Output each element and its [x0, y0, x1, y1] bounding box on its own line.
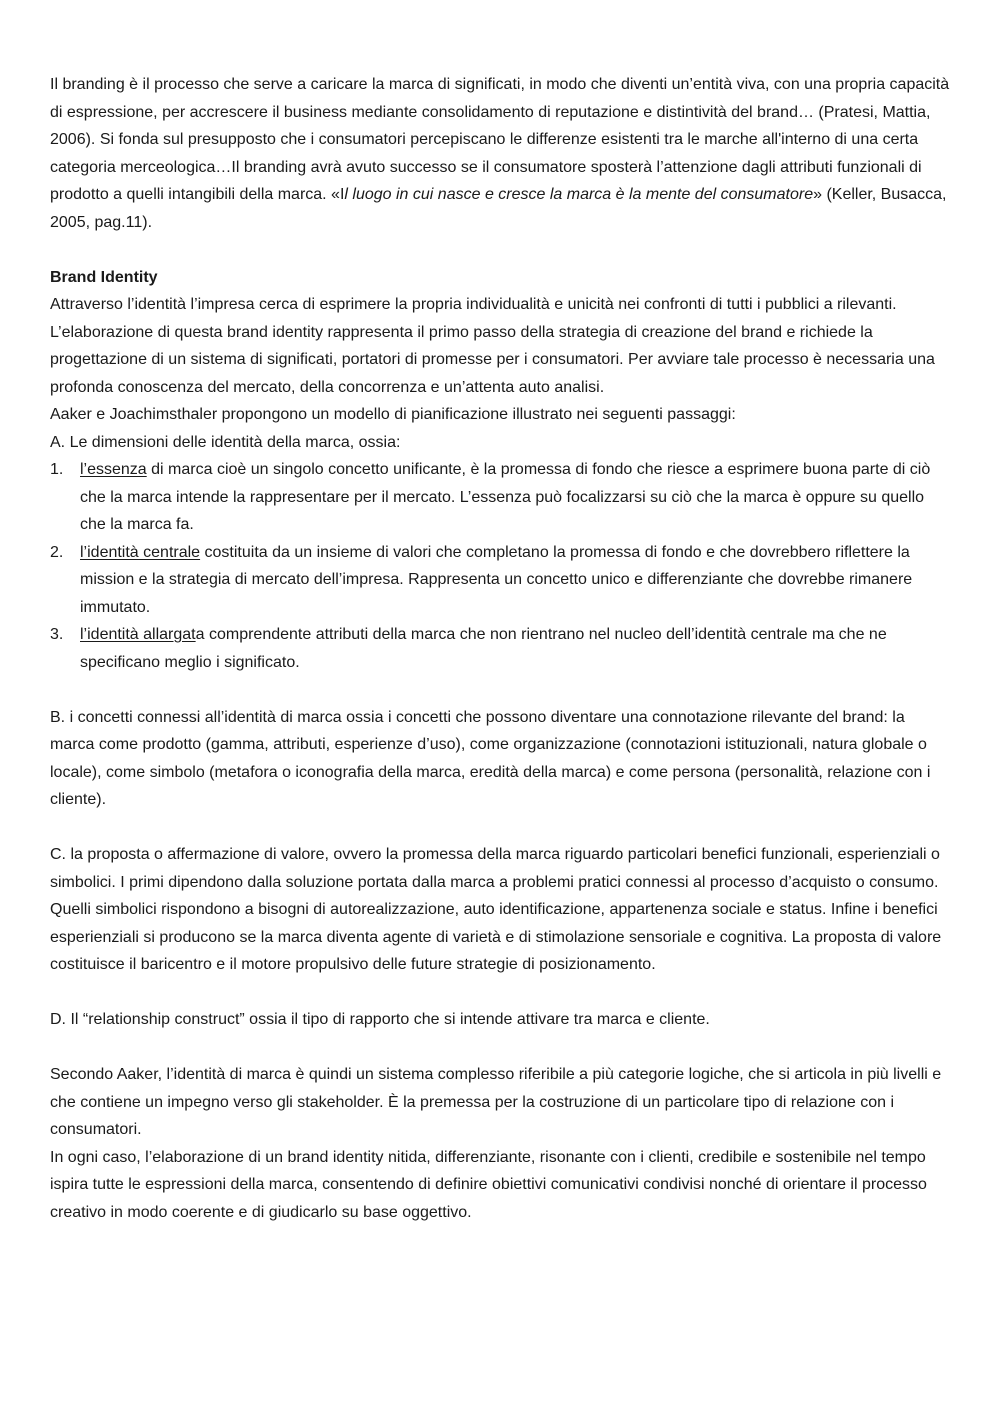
- list-item-text: a comprendente attributi della marca che non rientrano nel nucleo dell’identità centrale ma che ne specificano meglio i significato.: [80, 626, 887, 671]
- intro-paragraph: [50, 71, 950, 236]
- list-item-number: 3.: [50, 626, 64, 643]
- list-item-term: l’identità centrale: [80, 543, 201, 561]
- list-item-term: l’identità allargat: [80, 626, 196, 643]
- intro-text-2: » (Keller, Busacca, 2005, pag.11).: [50, 186, 947, 231]
- section-c-paragraph: C. la proposta o affermazione di valore, ovvero la promessa della marca riguardo particolari benefici funzionali, esperienziali o simbolici. I primi dipendono dalla soluzione portata dalla marca a problemi pratici connessi al processo d’acquisto o consumo. Quelli simbolici rispondono a bisogni di autorealizzazione, auto identificazione, appartenenza sociale e status. Infine i benefici esperienziali si producono se la marca diventa agente di varietà e di stimolazione sensoriale e cognitiva. La proposta di valore costituisce il baricentro e il motore propulsivo delle future strategie di posizionamento.: [50, 846, 942, 973]
- dimensions-list: [50, 456, 950, 676]
- list-item-number: 1.: [50, 461, 64, 478]
- spacer: [50, 979, 950, 1007]
- conclusion-paragraph-2: In ogni caso, l’elaborazione di un brand identity nitida, differenziante, risonante con i clienti, credibile e sostenibile nel tempo ispira tutte le espressioni della marca, consentendo di definire obiettivi comunicativi condivisi nonché di orientare il processo creativo in modo coerente e di giudicarlo su base oggettivo.: [50, 1148, 927, 1221]
- document-page: [50, 71, 950, 1226]
- list-item-text: di marca cioè un singolo concetto unificante, è la promessa di fondo che riesce a esprimere buona parte di ciò che la marca intende la rappresentare per il mercato. L’essenza può focalizzarsi su ciò che la marca è oppure su quello che la marca fa.: [80, 461, 931, 533]
- spacer: [50, 236, 950, 264]
- list-item-number: 2.: [50, 543, 64, 561]
- section-d-paragraph: D. Il “relationship construct” ossia il tipo di rapporto che si intende attivare tra marca e cliente.: [50, 1011, 710, 1028]
- conclusion-paragraph-1: Secondo Aaker, l’identità di marca è quindi un sistema complesso riferibile a più categorie logiche, che si articola in più livelli e che contiene un impegno verso gli stakeholder. È la premessa per la costruzione di un particolare tipo di relazione con i consumatori.: [50, 1066, 942, 1138]
- list-item: [50, 539, 950, 622]
- model-intro-paragraph: Aaker e Joachimsthaler propongono un modello di pianificazione illustrato nei seguenti passaggi:: [50, 406, 736, 423]
- section-heading: Brand Identity: [50, 268, 158, 286]
- section-b-paragraph: B. i concetti connessi all’identità di marca ossia i concetti che possono diventare una connotazione rilevante del brand: la marca come prodotto (gamma, attributi, esperienze d’uso), come organizzazione (connotazioni istituzionali, natura globale o locale), come simbolo (metafora o iconografia della marca, eredità della marca) e come persona (personalità, relazione con i cliente).: [50, 708, 931, 808]
- list-item-term: l’essenza: [80, 461, 147, 478]
- brand-identity-paragraph: Attraverso l’identità l’impresa cerca di esprimere la propria individualità e unicità nei confronti di tutti i pubblici a rilevanti. L’elaborazione di questa brand identity rappresenta il primo passo della strategia di creazione del brand e richiede la progettazione di un sistema di significati, portatori di promesse per i consumatori. Per avviare tale processo è necessaria una profonda conoscenza del mercato, della concorrenza e un’attenta auto analisi.: [50, 296, 935, 396]
- intro-italic-quote: l luogo in cui nasce e cresce la marca è la mente del consumatore: [344, 186, 814, 203]
- intro-text-1: Il branding è il processo che serve a caricare la marca di significati, in modo che diventi un’entità viva, con una propria capacità di espressione, per accrescere il business mediante consolidamento di reputazione e distintività del brand… (Pratesi, Mattia, 2006). Si fonda sul presupposto che i consumatori percepiscano le differenze esistenti tra le marche all'interno di una certa categoria merceologica…Il branding avrà avuto successo se il consumatore sposterà l’attenzione dagli attributi funzionali di prodotto a quelli intangibili della marca. «I: [50, 76, 950, 203]
- spacer: [50, 676, 950, 704]
- spacer: [50, 1034, 950, 1062]
- list-item-text: costituita da un insieme di valori che completano la promessa di fondo e che dovrebbero riflettere la mission e la strategia di mercato dell’impresa. Rappresenta un concetto unico e differenziante che dovrebbe rimanere immutato.: [80, 543, 913, 616]
- section-a-intro: A. Le dimensioni delle identità della marca, ossia:: [50, 433, 401, 451]
- list-item: [50, 621, 950, 676]
- spacer: [50, 814, 950, 842]
- list-item: [50, 456, 950, 539]
